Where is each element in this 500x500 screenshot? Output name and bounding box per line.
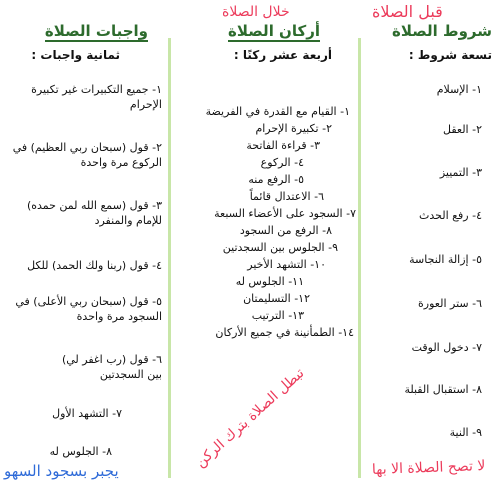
pillars-item: ١٠- التشهد الأخير	[247, 258, 326, 271]
conditions-column	[360, 0, 500, 500]
pillars-item: ١١- الجلوس له	[235, 275, 304, 288]
pillars-title: أركان الصلاة	[228, 22, 320, 40]
conditions-subtitle: تسعة شروط :	[408, 48, 492, 62]
obligations-item: ١- جميع التكبيرات غير تكبيرة الإحرام	[31, 83, 162, 111]
obligations-title: واجبات الصلاة	[44, 22, 148, 40]
obligations-item: ٦- قول (رب اغفر لي) بين السجدتين	[61, 353, 162, 381]
pillars-item: ٦- الاعتدال قائماً	[249, 190, 324, 203]
obligations-item: ٨- الجلوس له	[49, 445, 112, 458]
annotation-during-prayer: خلال الصلاة	[222, 4, 290, 20]
obligations-item: ٢- قول (سبحان ربي العظيم) في الركوع مرة واحدة	[12, 141, 162, 169]
conditions-item: ٧- دخول الوقت	[411, 341, 482, 354]
pillars-column	[170, 0, 360, 500]
conditions-item: ٩- النية	[449, 426, 482, 439]
pillars-item: ٤- الركوع	[260, 156, 304, 169]
pillars-item: ٧- السجود على الأعضاء السبعة	[214, 207, 356, 220]
obligations-item: ٥- قول (سبحان ربي الأعلى) في السجود مرة واحدة	[15, 295, 162, 323]
annotation-before-prayer: قبل الصلاة	[372, 2, 443, 21]
pillars-subtitle: أربعة عشر ركنًا :	[233, 48, 332, 62]
obligations-item: ٧- التشهد الأول	[52, 407, 122, 420]
conditions-item: ١- الإسلام	[436, 83, 482, 96]
pillars-item: ٣- قراءة الفاتحة	[246, 139, 320, 152]
conditions-item: ٦- ستر العورة	[418, 297, 482, 310]
conditions-item: ٤- رفع الحدث	[419, 209, 482, 222]
obligations-column	[0, 0, 170, 500]
conditions-item: ٨- استقبال القبلة	[404, 383, 482, 396]
obligations-item: ٣- قول (سمع الله لمن حمده) للإمام والمنفرد	[26, 199, 162, 227]
conditions-item: ٢- العقل	[443, 123, 482, 136]
pillars-item: ١٣- الترتيب	[251, 309, 304, 322]
obligations-subtitle: ثمانية واجبات :	[31, 48, 120, 62]
pillars-item: ١- القيام مع القدرة في الفريضة	[205, 105, 350, 118]
obligations-item: ٤- قول (ربنا ولك الحمد) للكل	[27, 259, 162, 272]
conditions-item: ٥- إزالة النجاسة	[409, 253, 482, 266]
conditions-title: شروط الصلاة	[391, 22, 492, 40]
pillars-item: ٥- الرفع منه	[248, 173, 304, 186]
pillars-item: ١٢- التسليمتان	[243, 292, 310, 305]
annotation-compensated-by-sahw: يجبر بسجود السهو	[4, 462, 119, 480]
annotation-invalid-without: لا تصح الصلاة الا بها	[371, 458, 486, 478]
conditions-item: ٣- التمييز	[439, 166, 482, 179]
pillars-item: ٩- الجلوس بين السجدتين	[222, 241, 338, 254]
pillars-item: ١٤- الطمأنينة في جميع الأركان	[215, 326, 354, 339]
pillars-item: ٢- تكبيرة الإحرام	[255, 122, 332, 135]
annotation-void-by-omission: تبطل الصلاة بترك الركن	[192, 365, 308, 471]
pillars-item: ٨- الرفع من السجود	[239, 224, 332, 237]
